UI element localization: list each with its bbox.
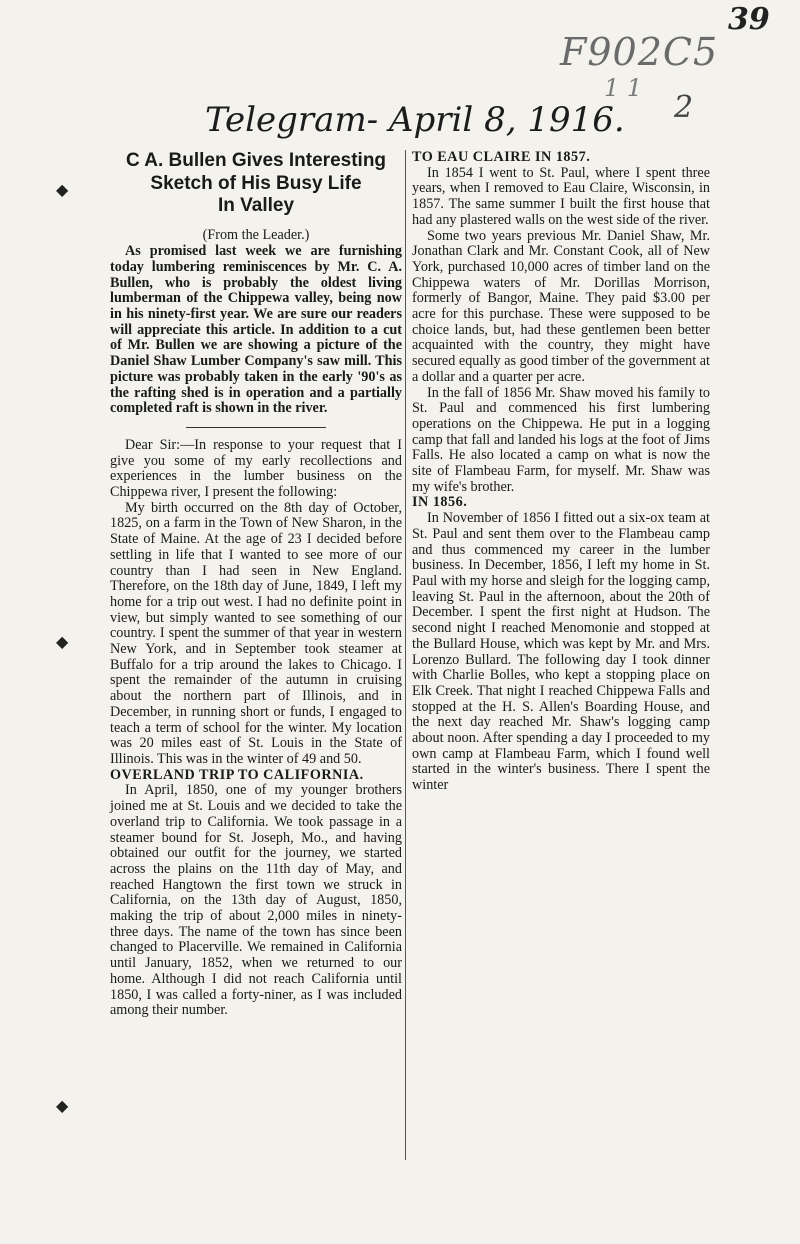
section-paragraph: In November of 1856 I fitted out a six-ox team at St. Paul and sent them over to the Flambeau camp and thus commenced my career in the lumber business. In December, 1856, I left my home in St. Paul with my horse and sleigh for the logging camp, leaving St. Paul in the afternoon, about the 20th of December. I spent the first night at Hudson. The second night I reached Menomonie and stopped at the Bullard House, which was kept by Mr. and Mrs. Lorenzo Bullard. The following day I took dinner with Charlie Bolles, who kept a stopping place on Elk Creek. That night I reached Chippewa Falls and stopped at the H. S. Allen's Boarding House, and the next day reached Mr. Shaw's logging camp about noon. After spending a day I proceeded to my own camp at Flambeau Farm, which I found well started in the winter's business. There I spent the winter [412,510,710,794]
letter-paragraph: My birth occurred on the 8th day of October, 1825, on a farm in the Town of New Sharon, in the State of Maine. At the age of 23 I decided before settling in life that I wanted to see more of our country than I had seen in New England. Therefore, on the 18th day of June, 1849, I left my home for a trip out west. I had no definite point in view, but simply wanted to see something of our country. I spent the summer of that year in western New York, and in September took steamer at Buffalo for a trip around the lakes to Chicago. I spent the remainder of the autumn in cruising about the northern part of Illinois, and in December, in running short or funds, I engaged to teach a term of school for the winter. My location was 20 miles east of St. Louis in the State of Illinois. This was in the winter of 49 and 50. [110,499,402,767]
divider-rule [186,427,326,428]
margin-arrow-icon: ◆ [56,182,69,199]
page-number: 39 [728,2,770,37]
section-paragraph: In April, 1850, one of my younger brothers joined me at St. Louis and we decided to take the overland trip to California. We took passage in a steamer bound for St. Joseph, Mo., and having obtained our outfit for the journey, we started across the plains on the 11th day of May, and reached Hangtown the first town we struck in California, on the 13th day of August, 1850, making the trip of about 2,000 miles in ninety-three days. The name of the town has since been changed to Placerville. We remained in California until January, 1852, when we returned to our home. Although I did not reach California until 1850, I was called a forty-niner, as I was included among their number. [110,782,402,1019]
column-divider [405,150,406,1160]
headline-line: Sketch of His Busy Life [150,172,362,194]
section-heading: TO EAU CLAIRE IN 1857. [412,149,591,165]
sequence-number: 2 [674,90,694,125]
section-paragraph: Some two years previous Mr. Daniel Shaw, Mr. Jonathan Clark and Mr. Constant Cook, all of New York, purchased 10,000 acres of timber land on the Chippewa waters of Mr. Dorillas Morrison, formerly of Bangor, Maine. They paid $3.00 per acre for this purchase. These were supposed to be choice lands, but, had these gentlemen been better acquainted with the country, they might have secured equally as good timber of the government at a dollar and a quarter per acre. [412,227,710,385]
intro-paragraph: As promised last week we are furnishing today lumbering reminiscences by Mr. C. A. Bullen, who is probably the oldest living lumberman of the Chippewa valley, being now in his ninety-first year. We are sure our readers will appreciate this article. In addition to a cut of Mr. Bullen we are showing a picture of the Daniel Shaw Lumber Company's saw mill. This picture was probably taken in the early '90's as the rafting shed is in operation and a partially completed raft is shown in the river. [110,243,402,417]
article-column-left [110,150,402,1019]
handwritten-date: Telegram- April 8, 1916. [205,100,625,140]
section-heading: OVERLAND TRIP TO CALIFORNIA. [110,766,364,783]
headline-line: In Valley [217,195,295,216]
margin-arrow-icon: ◆ [56,634,69,651]
headline-line: C A. Bullen Gives Interesting [125,150,387,171]
section-paragraph: In the fall of 1856 Mr. Shaw moved his family to St. Paul and commenced his first lumbering operations on the Chippewa. He put in a logging camp that fall and landed his logs at the foot of Jims Falls. He also located a camp on what is now the site of Flambeau Farm, for myself. Mr. Shaw was my wife's brother. [412,384,710,495]
catalog-sub: 1 1 [604,74,643,102]
catalog-number: F902C5 [560,30,719,74]
margin-arrow-icon: ◆ [56,1098,69,1115]
section-paragraph: In 1854 I went to St. Paul, where I spent three years, when I removed to Eau Claire, Wisconsin, in 1857. The same summer I built the first house that had any plastered walls on the west side of the river. [412,164,710,228]
article-column-right [412,150,710,794]
article-source: (From the Leader.) [202,226,310,243]
letter-paragraph: Dear Sir:—In response to your request that I give you some of my early recollections and experiences in the lumber business on the Chippewa river, I present the following: [110,436,402,501]
section-heading: IN 1856. [412,494,468,511]
article-headline [110,150,402,218]
